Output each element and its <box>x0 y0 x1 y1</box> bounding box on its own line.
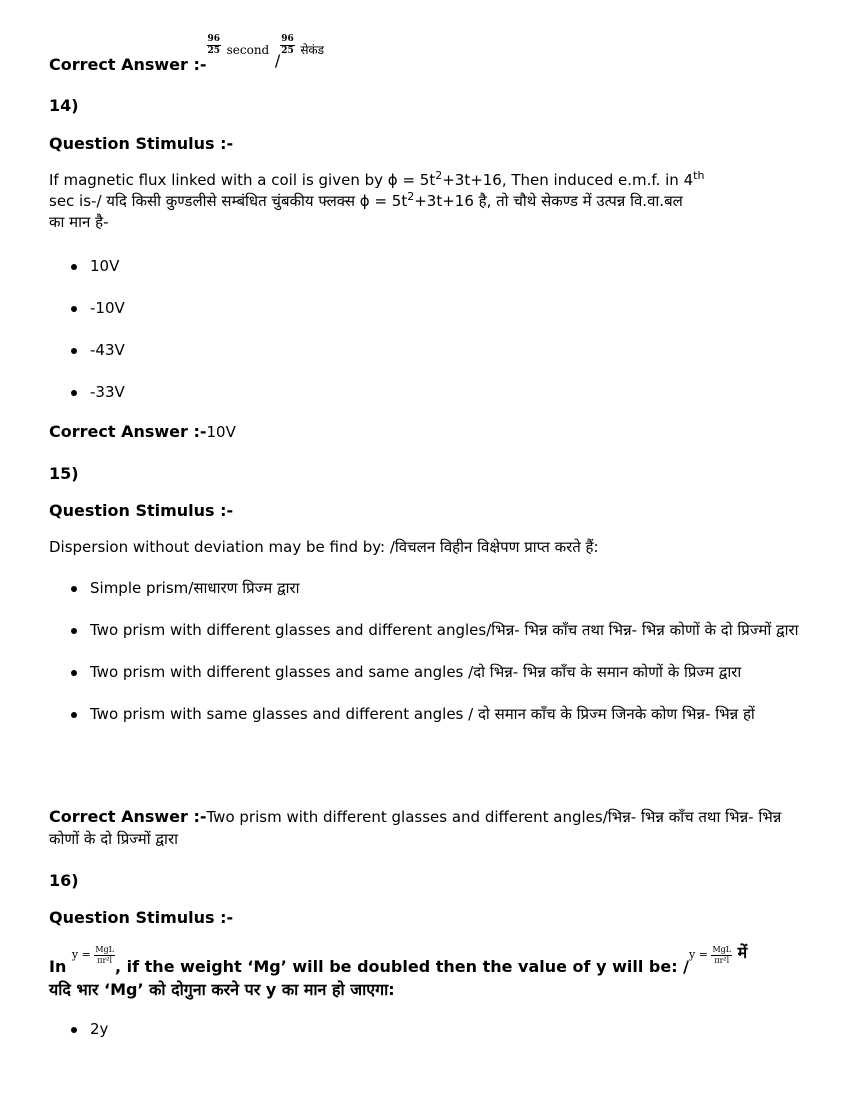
option-item: Two prism with same glasses and different angles / दो समान काँच के प्रिज्म जिनके कोण भिन्न- भिन्न हों <box>68 704 803 725</box>
option-item: Simple prism/साधारण प्रिज्म द्वारा <box>68 578 803 599</box>
option-item: -33V <box>68 382 803 403</box>
question-number: 14) <box>49 96 79 115</box>
options-list <box>68 1019 803 1040</box>
slash: / <box>274 51 281 70</box>
options-list <box>68 578 803 725</box>
option-item: -10V <box>68 298 803 319</box>
question-text: In y = $\frac{\text{MgL}}{\text{πr²l}}$ , if the weight ‘Mg’ will be doubled then the value of y will be: /y = $\frac{\text{MgL}}{\text{πr²l}}$ में <box>49 943 748 976</box>
option-item: 2y <box>68 1019 803 1040</box>
question-stimulus-label: Question Stimulus :- <box>49 908 234 927</box>
question-text: If magnetic flux linked with a coil is given by $\phi = 5t^2+3t+16$, Then induced e.m.f. in 4th sec is-/ यदि किसी कुण्डलीसे सम्बंधित चुंबकीय फ्लक्स $\phi = 5t^2+3t+16$ है, तो चौथे सेकण्ड में उत्पन्न वि.वा.बल का मान है- <box>49 169 705 231</box>
option-item: -43V <box>68 340 803 361</box>
formula-image: y = $\frac{\text{MgL}}{\text{πr²l}}$ <box>689 944 732 965</box>
option-item: Two prism with different glasses and same angles /दो भिन्न- भिन्न काँच के समान कोणों के प्रिज्म द्वारा <box>68 662 803 683</box>
option-item: Two prism with different glasses and different angles/भिन्न- भिन्न काँच तथा भिन्न- भिन्न कोणों के दो प्रिज्मों द्वारा <box>68 620 803 641</box>
question-number: 15) <box>49 464 79 483</box>
formula-image: y = $\frac{\text{MgL}}{\text{πr²l}}$ <box>71 944 114 965</box>
correct-answer: Correct Answer :-Two prism with different glasses and different angles/भिन्न- भिन्न काँच तथा भिन्न- भिन्न कोणों के दो प्रिज्मों द्वारा <box>49 807 782 848</box>
question-stimulus-label: Question Stimulus :- <box>49 134 234 153</box>
prev-correct-answer <box>49 34 801 74</box>
fraction: $\frac{96}{25}$ <box>281 34 294 56</box>
question-text: Dispersion without deviation may be find by: /विचलन विहीन विक्षेपण प्राप्त करते हैं: <box>49 538 599 556</box>
options-list <box>68 256 803 403</box>
unit-english: second <box>226 43 270 57</box>
correct-answer: Correct Answer :-10V <box>49 422 236 441</box>
correct-answer-label: Correct Answer :- <box>49 55 207 74</box>
fraction: $\frac{96}{25}$ <box>207 34 221 56</box>
option-item: 10V <box>68 256 803 277</box>
question-text-line2: यदि भार ‘Mg’ को दोगुना करने पर y का मान हो जाएगा: <box>49 980 395 999</box>
question-number: 16) <box>49 871 79 890</box>
question-stimulus-label: Question Stimulus :- <box>49 501 234 520</box>
unit-hindi: सेकंड <box>300 43 325 57</box>
